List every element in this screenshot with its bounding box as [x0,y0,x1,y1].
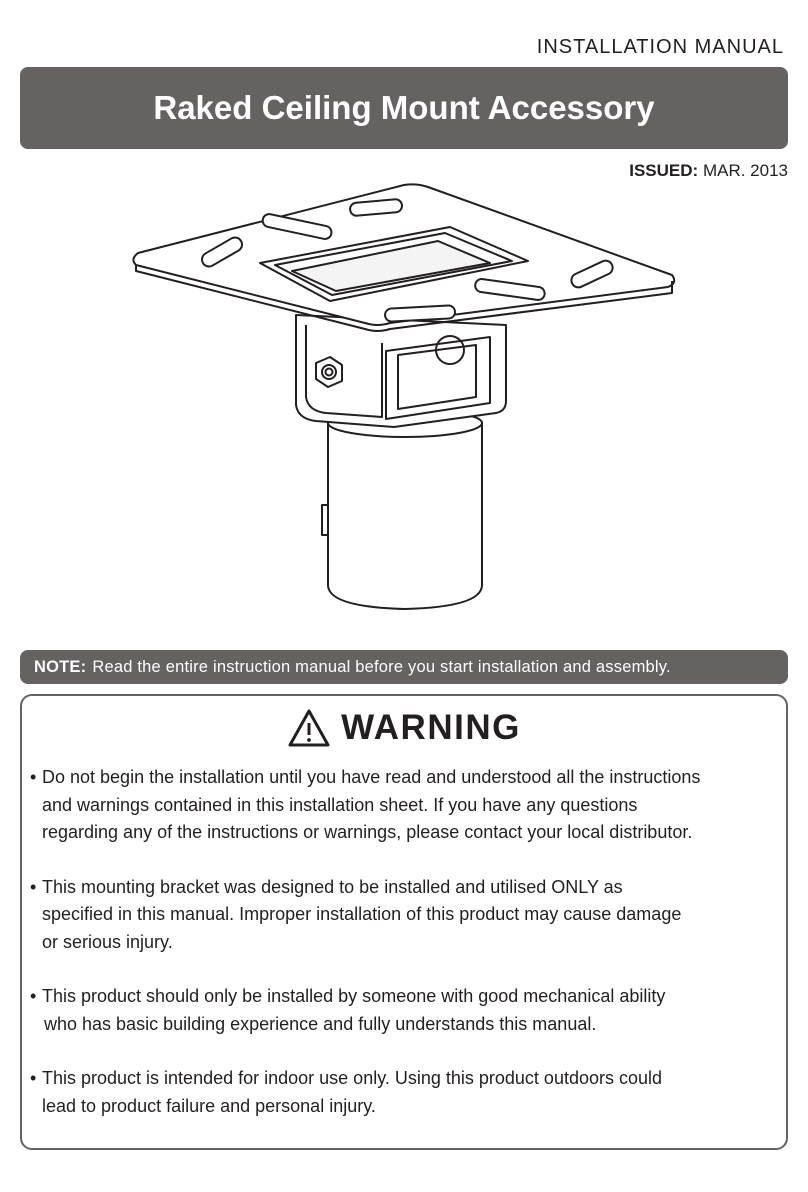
issued-label: ISSUED: [629,161,699,180]
warning-list [30,764,778,1147]
pipe-body [328,423,482,609]
warning-line: who has basic building experience and fully understands this manual. [44,1013,597,1034]
slot-hole [385,305,456,322]
warning-title: WARNING [341,708,521,747]
warning-item [30,764,778,847]
warning-line: • Do not begin the installation until you have read and understood all the instructions [42,767,701,787]
warning-line: and warnings contained in this installation sheet. If you have any questions [42,794,638,815]
warning-item [30,983,778,1038]
warning-item [30,874,778,957]
warning-line: lead to product failure and personal injury. [42,1095,376,1116]
title-banner [20,67,788,149]
warning-heading [22,708,786,748]
note-text: Read the entire instruction manual before you start installation and assembly. [92,657,671,676]
warning-line: • This mounting bracket was designed to be installed and utilised ONLY as [42,876,623,897]
warning-line: or serious injury. [42,931,173,952]
warning-line: specified in this manual. Improper installation of this product may cause damage [42,904,682,924]
ceiling-mount-illustration [120,175,690,625]
issued-value: MAR. 2013 [702,161,788,180]
warning-line: • This product is intended for indoor use only. Using this product outdoors could [42,1068,663,1088]
warning-box [20,694,788,1150]
note-banner [20,650,788,684]
warning-item [30,1065,778,1120]
page-title: Raked Ceiling Mount Accessory [153,89,655,126]
warning-triangle-icon [287,708,331,748]
warning-line: • This product should only be installed by someone with good mechanical ability [42,986,666,1006]
warning-line: regarding any of the instructions or warnings, please contact your local distributor. [42,822,693,842]
note-label: NOTE: [34,657,87,676]
document-type-label: INSTALLATION MANUAL [536,36,784,58]
